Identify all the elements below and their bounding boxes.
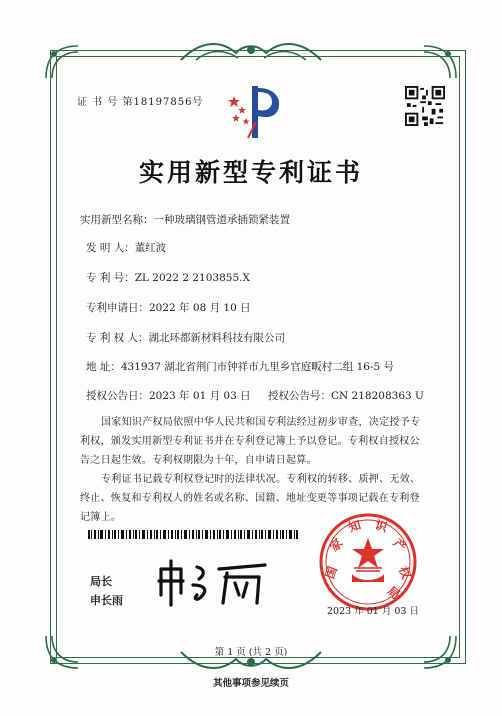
certificate-number: 证 书 号 第18197856号 (77, 97, 204, 108)
inventor-value: 董红波 (134, 242, 167, 254)
filing-date-label: 专利申请日： (86, 302, 149, 314)
filing-date-value: 2022 年 08 月 10 日 (149, 302, 251, 314)
signatory-title: 局长 (90, 575, 112, 588)
corner-ornament-top-right (420, 42, 460, 82)
svg-text:家: 家 (326, 535, 346, 555)
patent-number-row (86, 270, 250, 285)
barcode-icon (88, 530, 298, 539)
inventor-label: 发 明 人： (86, 242, 135, 254)
cnipa-logo-icon (222, 82, 286, 142)
filing-date-row (86, 300, 251, 315)
grant-number-label: 授权公告号： (268, 390, 331, 402)
patent-number-label: 专 利 号： (86, 272, 135, 284)
page-number: 第 1 页 (共 2 页) (214, 647, 288, 658)
handwritten-signature (153, 555, 273, 610)
address-value: 431937 湖北省荆门市钟祥市九里乡官庭畈村二组 16-5 号 (120, 361, 395, 373)
patent-number-value: ZL 2022 2 2103855.X (134, 272, 250, 284)
grant-number-row (268, 388, 424, 403)
utility-name-value: 一种玻璃钢管道承插锁紧装置 (153, 214, 290, 226)
utility-name-label: 实用新型名称： (80, 214, 154, 226)
footer-note: 其他事项参见续页 (212, 678, 289, 689)
utility-name-row (80, 212, 290, 227)
svg-text:国: 国 (322, 564, 340, 581)
corner-ornament-top-left (42, 42, 82, 82)
svg-text:识: 识 (373, 517, 390, 535)
svg-text:知: 知 (346, 517, 363, 535)
qr-code-icon (405, 86, 445, 126)
patentee-row (86, 330, 285, 345)
paragraph-grant-statement: 国家知识产权局依照中华人民共和国专利法经过初步审查，决定授予专利权，颁发实用新型专利证书并在专利登记簿上予以登记。专利权自授权公告之日起生效。专利权期限为十年，自申请日起算。 (80, 417, 421, 466)
grant-date-label: 授权公告日： (86, 390, 149, 402)
official-seal-icon (318, 512, 418, 612)
certificate-title: 实用新型专利证书 (138, 158, 363, 187)
address-label: 地 址： (86, 361, 121, 373)
inventor-row (86, 240, 166, 255)
seal-date: 2023 年 01 月 03 日 (327, 606, 419, 617)
grant-number-value: CN 218208363 U (331, 390, 424, 402)
svg-text:产: 产 (390, 535, 410, 555)
grant-date-row (86, 388, 251, 403)
signatory-name: 申长雨 (90, 594, 123, 607)
top-ornament (176, 38, 326, 68)
svg-text:局: 局 (384, 583, 403, 603)
grant-date-value: 2023 年 01 月 03 日 (149, 390, 251, 402)
address-row (86, 359, 394, 374)
patentee-value: 湖北环都新材料科技有限公司 (148, 332, 286, 344)
patentee-label: 专 利 权 人： (86, 332, 149, 344)
svg-text:权: 权 (396, 564, 414, 581)
paragraph-legal-status: 专利证书记载专利权登记时的法律状况。专利权的转移、质押、无效、终止、恢复和专利权人的姓名或名称、国籍、地址变更等事项记载在专利登记簿上。 (80, 474, 421, 523)
